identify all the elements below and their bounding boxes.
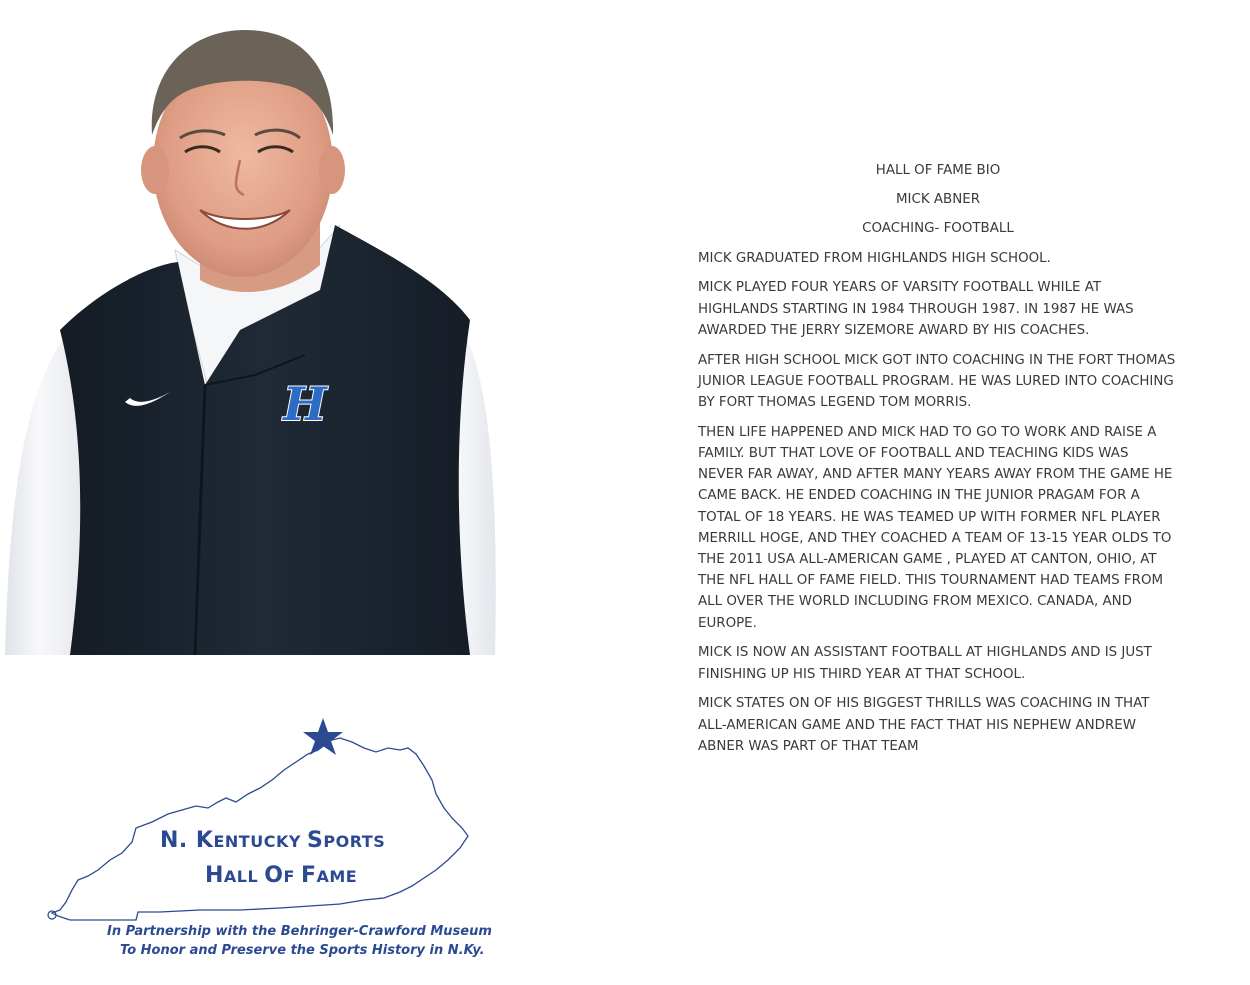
bio-heading: HALL OF FAME BIO bbox=[875, 163, 1001, 178]
left-ear bbox=[141, 146, 169, 194]
bio-paragraph: AFTER HIGH SCHOOL MICK GOT INTO COACHING IN THE FORT THOMAS JUNIOR LEAGUE FOOTBALL PROGRAM. HE WAS LURED INTO COACHING BY FORT THOMAS LEGEND TOM MORRIS. bbox=[698, 352, 1176, 411]
bio-paragraph: MICK STATES ON OF HIS BIGGEST THRILLS WAS COACHING IN THAT ALL-AMERICAN GAME AND THE FACT THAT HIS NEPHEW ANDREW ABNER WAS PART OF THAT TEAM bbox=[698, 696, 1150, 754]
inductee-name: MICK ABNER bbox=[895, 192, 981, 208]
kentucky-outline bbox=[40, 710, 490, 940]
right-ear bbox=[319, 146, 345, 194]
portrait-illustration bbox=[0, 0, 530, 655]
star-icon bbox=[303, 718, 343, 755]
bio-paragraph: THEN LIFE HAPPENED AND MICK HAD TO GO TO WORK AND RAISE A FAMILY. BUT THAT LOVE OF FOOTBALL AND TEACHING KIDS WAS NEVER FAR AWAY, AND AFTER MANY YEARS AWAY FROM THE GAME HE CAME BACK. HE ENDED COACHING IN THE JUNIOR PRAGAM FOR A TOTAL OF 18 YEARS. HE WAS TEAMED UP WITH FORMER NFL PLAYER MERRILL HOGE, AND THEY COACHED A TEAM OF 13-15 YEAR OLDS TO THE 2011 USA ALL-AMERICAN GAME , PLAYED AT CANTON, OHIO, AT THE NFL HALL OF FAME FIELD. THIS TOURNAMENT HAD TEAMS FROM ALL OVER THE WORLD INCLUDING FROM MEXICO. CANADA, AND EUROPE. bbox=[698, 424, 1173, 631]
shirt-letter: H bbox=[283, 377, 327, 431]
bio-paragraph: MICK IS NOW AN ASSISTANT FOOTBALL AT HIGHLANDS AND IS JUST FINISHING UP HIS THIRD YEAR AT THAT SCHOOL. bbox=[698, 645, 1152, 682]
bio-paragraph: MICK GRADUATED FROM HIGHLANDS HIGH SCHOOL. bbox=[698, 250, 1051, 266]
logo-title-line-1: N. KENTUCKY SPORTS bbox=[160, 828, 386, 853]
bio-text-block bbox=[698, 160, 1178, 766]
inductee-category: COACHING- FOOTBALL bbox=[862, 221, 1014, 237]
bio-paragraph: MICK PLAYED FOUR YEARS OF VARSITY FOOTBALL WHILE AT HIGHLANDS STARTING IN 1984 THROUGH 1987. IN 1987 HE WAS AWARDED THE JERRY SIZEMORE AWARD BY HIS COACHES. bbox=[698, 280, 1134, 338]
logo-tagline-2: To Honor and Preserve the Sports History in N.Ky. bbox=[120, 943, 485, 958]
hall-of-fame-logo bbox=[40, 710, 490, 940]
logo-title-line-2: HALL OF FAME bbox=[205, 863, 358, 888]
portrait-photo bbox=[0, 0, 530, 655]
logo-tagline-1: In Partnership with the Behringer-Crawford Museum bbox=[107, 924, 492, 939]
